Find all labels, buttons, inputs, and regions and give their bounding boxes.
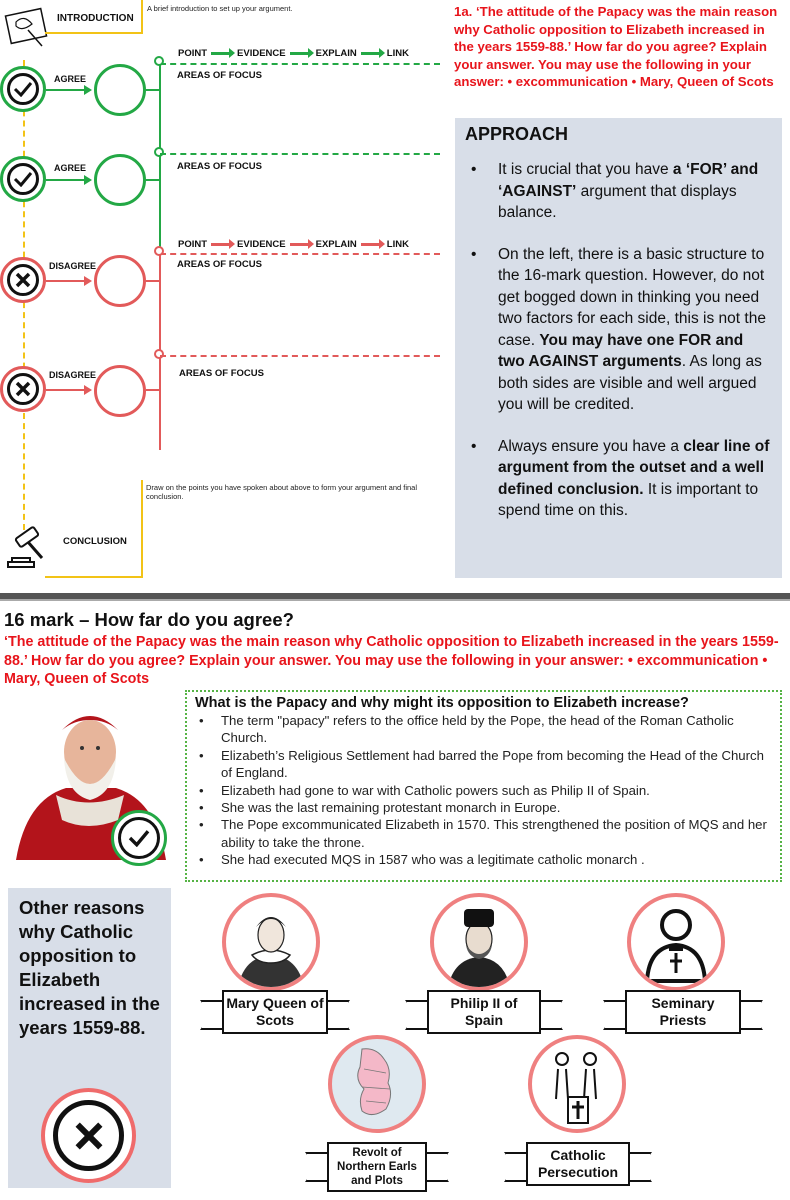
agree-circle-1 bbox=[94, 64, 146, 116]
papacy-item: • She was the last remaining protestant monarch in Europe. bbox=[195, 799, 772, 816]
persecution-icon bbox=[528, 1035, 626, 1133]
intro-hint: A brief introduction to set up your argument. bbox=[147, 4, 293, 13]
conclusion-label: CONCLUSION bbox=[63, 536, 127, 547]
priest-portrait bbox=[627, 893, 725, 991]
mqs-portrait bbox=[222, 893, 320, 991]
mqs-banner bbox=[200, 990, 350, 1034]
agree-check-icon-2 bbox=[0, 156, 46, 202]
introduction-label: INTRODUCTION bbox=[57, 13, 134, 24]
disagree-circle-1 bbox=[94, 255, 146, 307]
papacy-box bbox=[185, 690, 782, 882]
areas-of-focus-1: AREAS OF FOCUS bbox=[177, 70, 262, 81]
areas-of-focus-4: AREAS OF FOCUS bbox=[179, 368, 264, 379]
disagree-label-1: DISAGREE bbox=[49, 261, 97, 271]
other-cross-icon bbox=[41, 1088, 136, 1183]
other-reasons-text: Other reasons why Catholic opposition to Elizabeth increased in the years 1559-88. bbox=[19, 897, 160, 1038]
disagree-label-2: DISAGREE bbox=[49, 370, 97, 380]
papacy-box-title: What is the Papacy and why might its opposition to Elizabeth increase? bbox=[195, 695, 689, 711]
revolt-banner bbox=[305, 1142, 449, 1192]
seminary-label: Seminary Priests bbox=[625, 990, 741, 1034]
areas-of-focus-2: AREAS OF FOCUS bbox=[177, 161, 262, 172]
agree-label-1: AGREE bbox=[54, 74, 87, 84]
approach-panel bbox=[455, 118, 782, 578]
pope-portrait bbox=[6, 700, 171, 870]
north-map bbox=[328, 1035, 426, 1133]
papacy-item: • She had executed MQS in 1587 who was a legitimate catholic monarch . bbox=[195, 851, 772, 868]
top-question: 1a. ‘The attitude of the Papacy was the main reason why Catholic opposition to Elizabeth increased in the years 1559-88.’ How far do you agree? Explain your answer. You may use the following in your answer: • excommunication • Mary, Queen of Scots bbox=[454, 4, 778, 90]
papacy-item: • Elizabeth’s Religious Settlement had barred the Pope from becoming the Head of the Church of England. bbox=[195, 747, 772, 782]
chain-red-1: POINT EVIDENCE EXPLAIN LINK bbox=[178, 239, 409, 250]
chain-green-1: POINT EVIDENCE EXPLAIN LINK bbox=[178, 48, 409, 59]
papacy-check-icon bbox=[111, 810, 167, 866]
disagree-cross-icon-2 bbox=[0, 366, 46, 412]
gavel-icon bbox=[2, 524, 50, 572]
disagree-circle-2 bbox=[94, 365, 146, 417]
papacy-item: • Elizabeth had gone to war with Catholic powers such as Philip II of Spain. bbox=[195, 782, 772, 799]
philip-label: Philip II of Spain bbox=[427, 990, 541, 1034]
seminary-banner bbox=[603, 990, 763, 1034]
section-divider bbox=[0, 593, 790, 601]
agree-circle-2 bbox=[94, 154, 146, 206]
disagree-cross-icon-1 bbox=[0, 257, 46, 303]
essay-structure bbox=[0, 0, 450, 590]
approach-bullet-2: • On the left, there is a basic structure to the 16-mark question. However, do not get bogged down in thinking you need two factors for each side, this is not the case. You may have one FOR and two AGAINST arguments. As long as both sides are visible and well argued you will be credited. bbox=[465, 244, 772, 416]
approach-title: APPROACH bbox=[465, 124, 569, 144]
mqs-label: Mary Queen of Scots bbox=[222, 990, 328, 1034]
approach-bullet-3: • Always ensure you have a clear line of argument from the outset and a well defined conclusion. It is important to spend time on this. bbox=[465, 436, 772, 522]
bottom-heading: 16 mark – How far do you agree? bbox=[4, 609, 294, 630]
other-reasons-box bbox=[8, 888, 171, 1188]
areas-of-focus-3: AREAS OF FOCUS bbox=[177, 259, 262, 270]
papacy-item: • The Pope excommunicated Elizabeth in 1570. This strengthened the position of MQS and her ability to take the throne. bbox=[195, 816, 772, 851]
persecution-banner bbox=[504, 1142, 652, 1186]
agree-check-icon-1 bbox=[0, 66, 46, 112]
philip-banner bbox=[405, 990, 563, 1034]
revolt-label: Revolt of Northern Earls and Plots bbox=[327, 1142, 427, 1192]
agree-label-2: AGREE bbox=[54, 163, 87, 173]
bottom-question: ‘The attitude of the Papacy was the main reason why Catholic opposition to Elizabeth increased in the years 1559-88.’ How far do you agree? Explain your answer. You may use the following in your answer: • excommunication • Mary, Queen of Scots bbox=[4, 634, 779, 687]
approach-bullet-1: • It is crucial that you have a ‘FOR’ and ‘AGAINST’ argument that displays balance. bbox=[465, 159, 772, 224]
philip-portrait bbox=[430, 893, 528, 991]
persecution-label: Catholic Persecution bbox=[526, 1142, 630, 1186]
conclusion-hint: Draw on the points you have spoken about above to form your argument and final conclusion. bbox=[146, 483, 417, 501]
papacy-item: • The term "papacy" refers to the office held by the Pope, the head of the Roman Catholic Church. bbox=[195, 712, 772, 747]
